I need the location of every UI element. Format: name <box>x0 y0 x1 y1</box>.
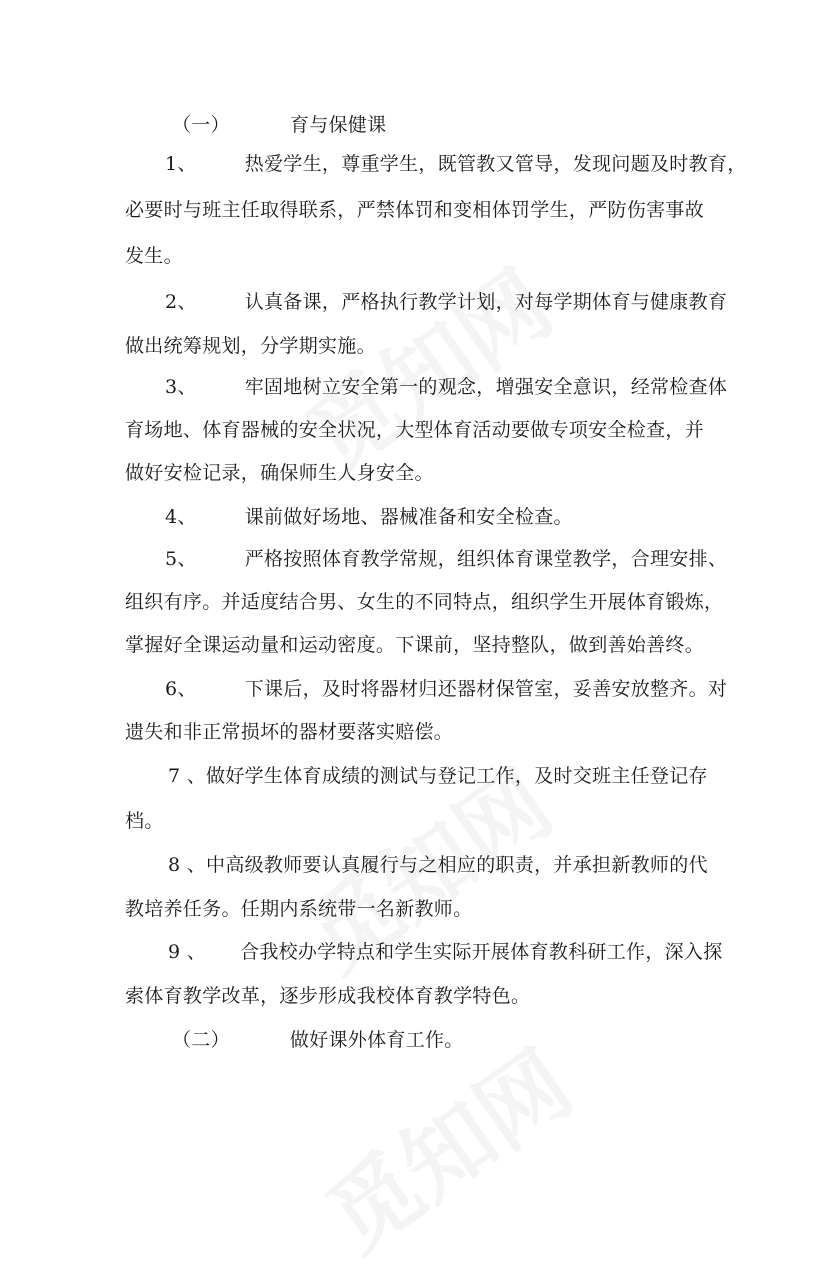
paragraph-line: 3、 牢固地树立安全第一的观念，增强安全意识，经常检查体 <box>165 376 728 398</box>
item-number: 9 、 <box>168 941 207 963</box>
paragraph-line: 1、 热爱学生，尊重学生，既管教又管导，发现问题及时教育， <box>165 153 747 175</box>
item-number: 4、 <box>165 506 197 528</box>
section-heading-2 <box>172 1028 464 1052</box>
item-number: 1、 <box>165 153 197 175</box>
item-number: 2、 <box>165 291 197 313</box>
item-number: 3、 <box>165 376 197 398</box>
paragraph-line: 发生。 <box>125 245 183 267</box>
paragraph-line: 8 、中高级教师要认真履行与之相应的职责，并承担新教师的代 <box>168 854 708 876</box>
item-number: 5、 <box>165 548 197 570</box>
paragraph-line: 掌握好全课运动量和运动密度。下课前，坚持整队，做到善始善终。 <box>125 634 705 656</box>
paragraph-line: 做出统筹规划，分学期实施。 <box>125 335 376 357</box>
watermark-text <box>277 234 573 495</box>
paragraph-line: 4、 课前做好场地、器械准备和安全检查。 <box>165 506 573 528</box>
paragraph-line: 9 、 合我校办学特点和学生实际开展体育教科研工作，深入探 <box>168 941 723 963</box>
section-title: 育与保健课 <box>289 114 387 136</box>
paragraph-line: 5、 严格按照体育教学常规，组织体育课堂教学，合理安排、 <box>165 548 728 570</box>
paragraph-line: 组织有序。并适度结合男、女生的不同特点，组织学生开展体育锻炼， <box>125 591 724 613</box>
section-number: （二） <box>172 1029 230 1051</box>
paragraph-line: 做好安检记录，确保师生人身安全。 <box>125 462 434 484</box>
section-number: （一） <box>172 114 230 136</box>
paragraph-line: 7 、做好学生体育成绩的测试与登记工作，及时交班主任登记存 <box>168 765 708 787</box>
paragraph-line: 2、 认真备课，严格执行教学计划，对每学期体育与健康教育 <box>165 291 728 313</box>
paragraph-line: 6、 下课后，及时将器材归还器材保管室，妥善安放整齐。对 <box>165 678 728 700</box>
paragraph-line: 遗失和非正常损坏的器材要落实赔偿。 <box>125 721 454 743</box>
item-number: 6、 <box>165 678 197 700</box>
paragraph-line: 育场地、体育器械的安全状况，大型体育活动要做专项安全检查，并 <box>125 419 705 441</box>
paragraph-line: 索体育教学改革，逐步形成我校体育教学特色。 <box>125 985 531 1007</box>
section-heading-1 <box>172 113 386 137</box>
section-title: 做好课外体育工作。 <box>289 1029 464 1051</box>
paragraph-line: 教培养任务。任期内系统带一名新教师。 <box>125 898 473 920</box>
watermark-text <box>297 1014 593 1275</box>
paragraph-line: 必要时与班主任取得联系，严禁体罚和变相体罚学生，严防伤害事故 <box>125 199 705 221</box>
paragraph-line: 档。 <box>125 810 164 832</box>
